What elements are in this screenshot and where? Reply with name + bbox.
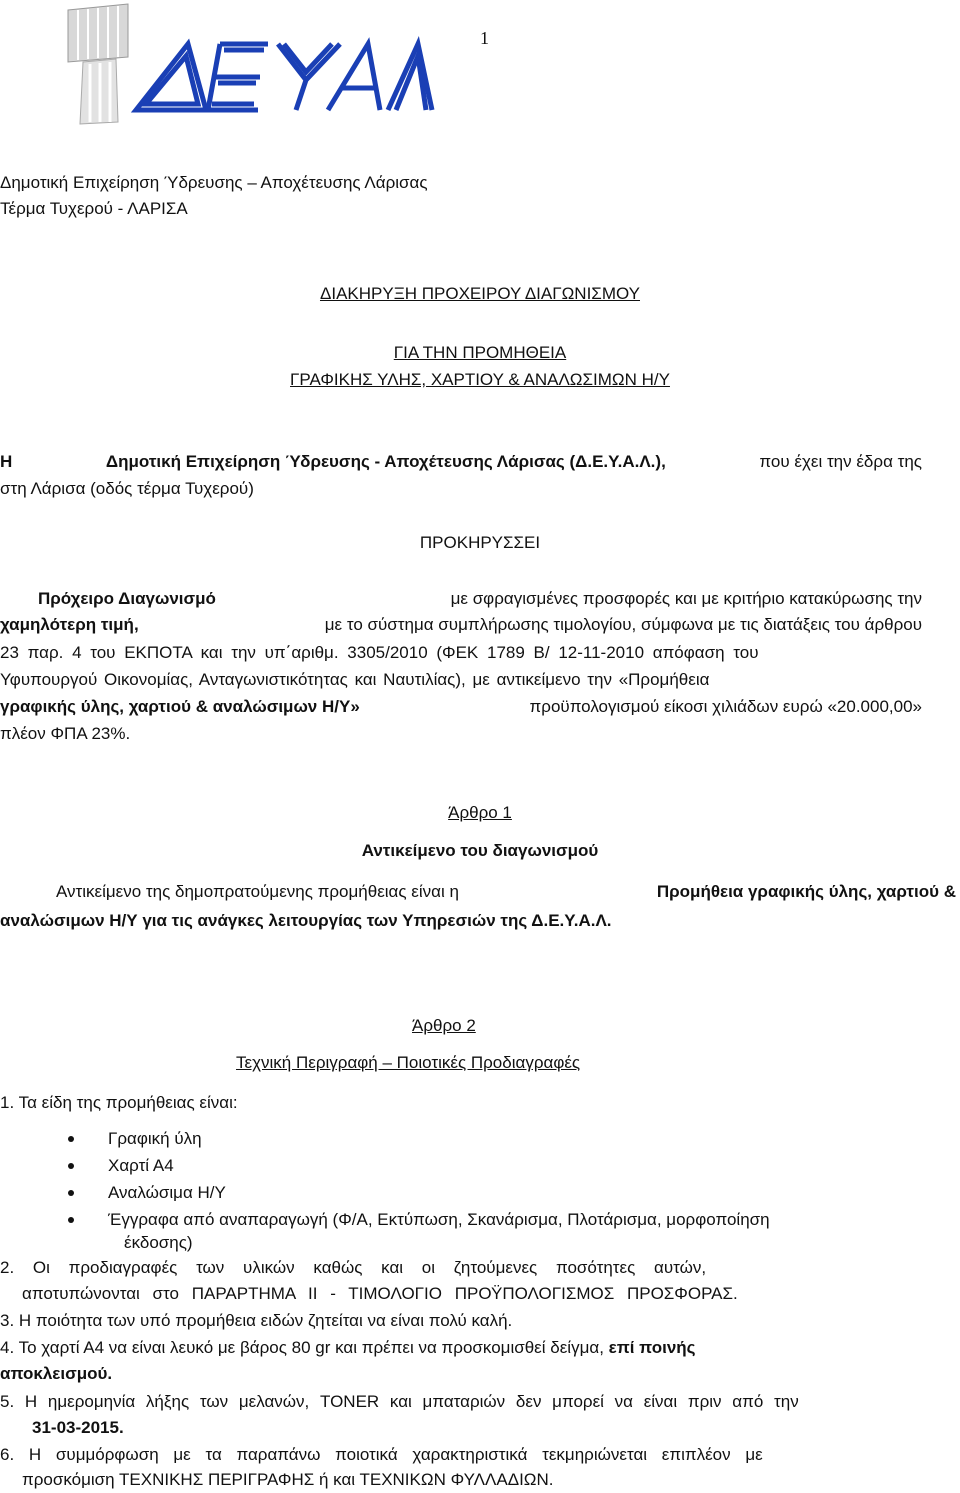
intro-seat: που έχει την έδρα της [759,452,922,471]
article-1-l1-bold: Προμήθεια γραφικής ύλης, χαρτιού & [656,882,956,901]
body-l5-bold: γραφικής ύλης, χαρτιού & αναλώσιμων Η/Υ» [0,697,360,716]
title-line-2: ΓΙΑ ΤΗΝ ΠΡΟΜΗΘΕΙΑ [393,343,567,362]
article-1-line-1 [56,881,956,903]
body-line-5 [0,696,922,718]
article-1-l1-rest: Αντικείμενο της δημοπρατούμενης προμήθειας είναι η [56,882,459,901]
page-number: 1 [480,28,489,48]
body-line-3: 23 παρ. 4 του ΕΚΠΟΤΑ και την υπ΄αριθμ. 3305/2010 (ΦΕΚ 1789 Β/ 12-11-2010 απόφαση του [0,643,759,662]
bullet-item-1: Γραφική ύλη [108,1129,202,1148]
article-2-subheading [236,1052,580,1074]
company-logo [28,2,438,132]
org-name: Δημοτική Επιχείρηση Ύδρευσης – Αποχέτευσης Λάρισας [0,173,428,192]
article-2-item-3: 3. Η ποιότητα των υπό προμήθεια ειδών ζητείται να είναι πολύ καλή. [0,1311,513,1330]
article-2-subheading-text: Τεχνική Περιγραφή – Ποιοτικές Προδιαγραφές [236,1053,581,1072]
proclaims-heading: ΠΡΟΚΗΡΥΣΣΕΙ [419,533,541,552]
article-2-item-1: 1. Τα είδη της προμήθειας είναι: [0,1093,238,1112]
bullet-item-2: Χαρτί Α4 [108,1156,174,1175]
article-2-item-4-bold: επί ποινής [608,1338,696,1357]
body-line-1 [38,588,922,610]
bullet-item-3: Αναλώσιμα Η/Υ [108,1183,226,1202]
bullet-item-4-cont: έκδοσης) [124,1233,193,1252]
article-1-line-2: αναλώσιμων Η/Υ για τις ανάγκες λειτουργίας των Υπηρεσιών της Δ.Ε.Υ.Α.Λ. [0,911,612,930]
body-l5-rest: προϋπολογισμού είκοσι χιλιάδων ευρώ «20.000,00» [529,697,922,716]
article-2-item-4-line-2: αποκλεισμού. [0,1364,113,1383]
article-2-item-4-line-1 [0,1337,696,1359]
body-l2-rest: με το σύστημα συμπλήρωσης τιμολογίου, σύμφωνα με τις διατάξεις του άρθρου [324,615,922,634]
intro-line-1 [0,451,922,473]
article-2-item-5-line-1: 5. Η ημερομηνία λήξης των μελανών, TONER και μπαταριών δεν μπορεί να είναι πριν από την [0,1392,799,1411]
body-l1-rest: με σφραγισμένες προσφορές και με κριτήριο κατακύρωσης την [450,589,922,608]
body-l1-bold: Πρόχειρο Διαγωνισμό [38,589,216,608]
article-2-heading: Άρθρο 2 [412,1016,476,1035]
intro-org: Δημοτική Επιχείρηση Ύδρευσης - Αποχέτευσης Λάρισας (Δ.Ε.Υ.Α.Λ.), [105,452,666,471]
title-line-1: ΔΙΑΚΗΡΥΞΗ ΠΡΟΧΕΙΡΟΥ ΔΙΑΓΩΝΙΣΜΟΥ [319,284,640,303]
bullet-dot [68,1136,74,1142]
water-tower-graphic [68,4,128,124]
body-line-4: Υφυπουργού Οικονομίας, Ανταγωνιστικότητας και Ναυτιλίας), με αντικείμενο την «Προμήθεια [0,670,710,689]
article-2-item-6-line-1: 6. Η συμμόρφωση με τα παραπάνω ποιοτικά χαρακτηριστικά τεκμηριώνεται επιπλέον με [0,1445,763,1464]
org-address: Τέρμα Τυχερού - ΛΑΡΙΣΑ [0,199,188,218]
logo-lettering [136,44,432,110]
article-2-item-2-line-1: 2. Οι προδιαγραφές των υλικών καθώς και οι ζητούμενες ποσότητες αυτών, [0,1258,707,1277]
bullet-dot [68,1163,74,1169]
article-1-subheading: Αντικείμενο του διαγωνισμού [361,841,599,860]
bullet-item-4: Έγγραφα από αναπαραγωγή (Φ/Α, Εκτύπωση, Σκανάρισμα, Πλοτάρισμα, μορφοποίηση [108,1210,770,1229]
article-1-heading: Άρθρο 1 [448,803,512,822]
body-line-2 [0,614,922,636]
article-2-item-6-line-2: προσκόμιση ΤΕΧΝΙΚΗΣ ΠΕΡΙΓΡΑΦΗΣ ή και ΤΕΧΝΙΚΩΝ ΦΥΛΛΑΔΙΩΝ. [22,1470,554,1489]
intro-h: Η [0,452,13,471]
article-2-item-2-line-2: αποτυπώνονται στο ΠΑΡΑΡΤΗΜΑ ΙΙ - ΤΙΜΟΛΟΓΙΟ ΠΡΟΫΠΟΛΟΓΙΣΜΟΣ ΠΡΟΣΦΟΡΑΣ. [22,1284,738,1303]
article-2-item-4-text: 4. Το χαρτί Α4 να είναι λευκό με βάρος 80 gr και πρέπει να προσκομισθεί δείγμα, [0,1338,604,1357]
title-line-3: ΓΡΑΦΙΚΗΣ ΥΛΗΣ, ΧΑΡΤΙΟΥ & ΑΝΑΛΩΣΙΜΩΝ Η/Υ [290,370,670,389]
body-line-6: πλέον ΦΠΑ 23%. [0,724,131,743]
bullet-dot [68,1217,74,1223]
body-l2-bold: χαμηλότερη τιμή, [0,615,139,634]
bullet-dot [68,1190,74,1196]
article-2-item-5-line-2: 31-03-2015. [32,1418,124,1437]
intro-line-2: στη Λάρισα (οδός τέρμα Τυχερού) [0,479,254,498]
